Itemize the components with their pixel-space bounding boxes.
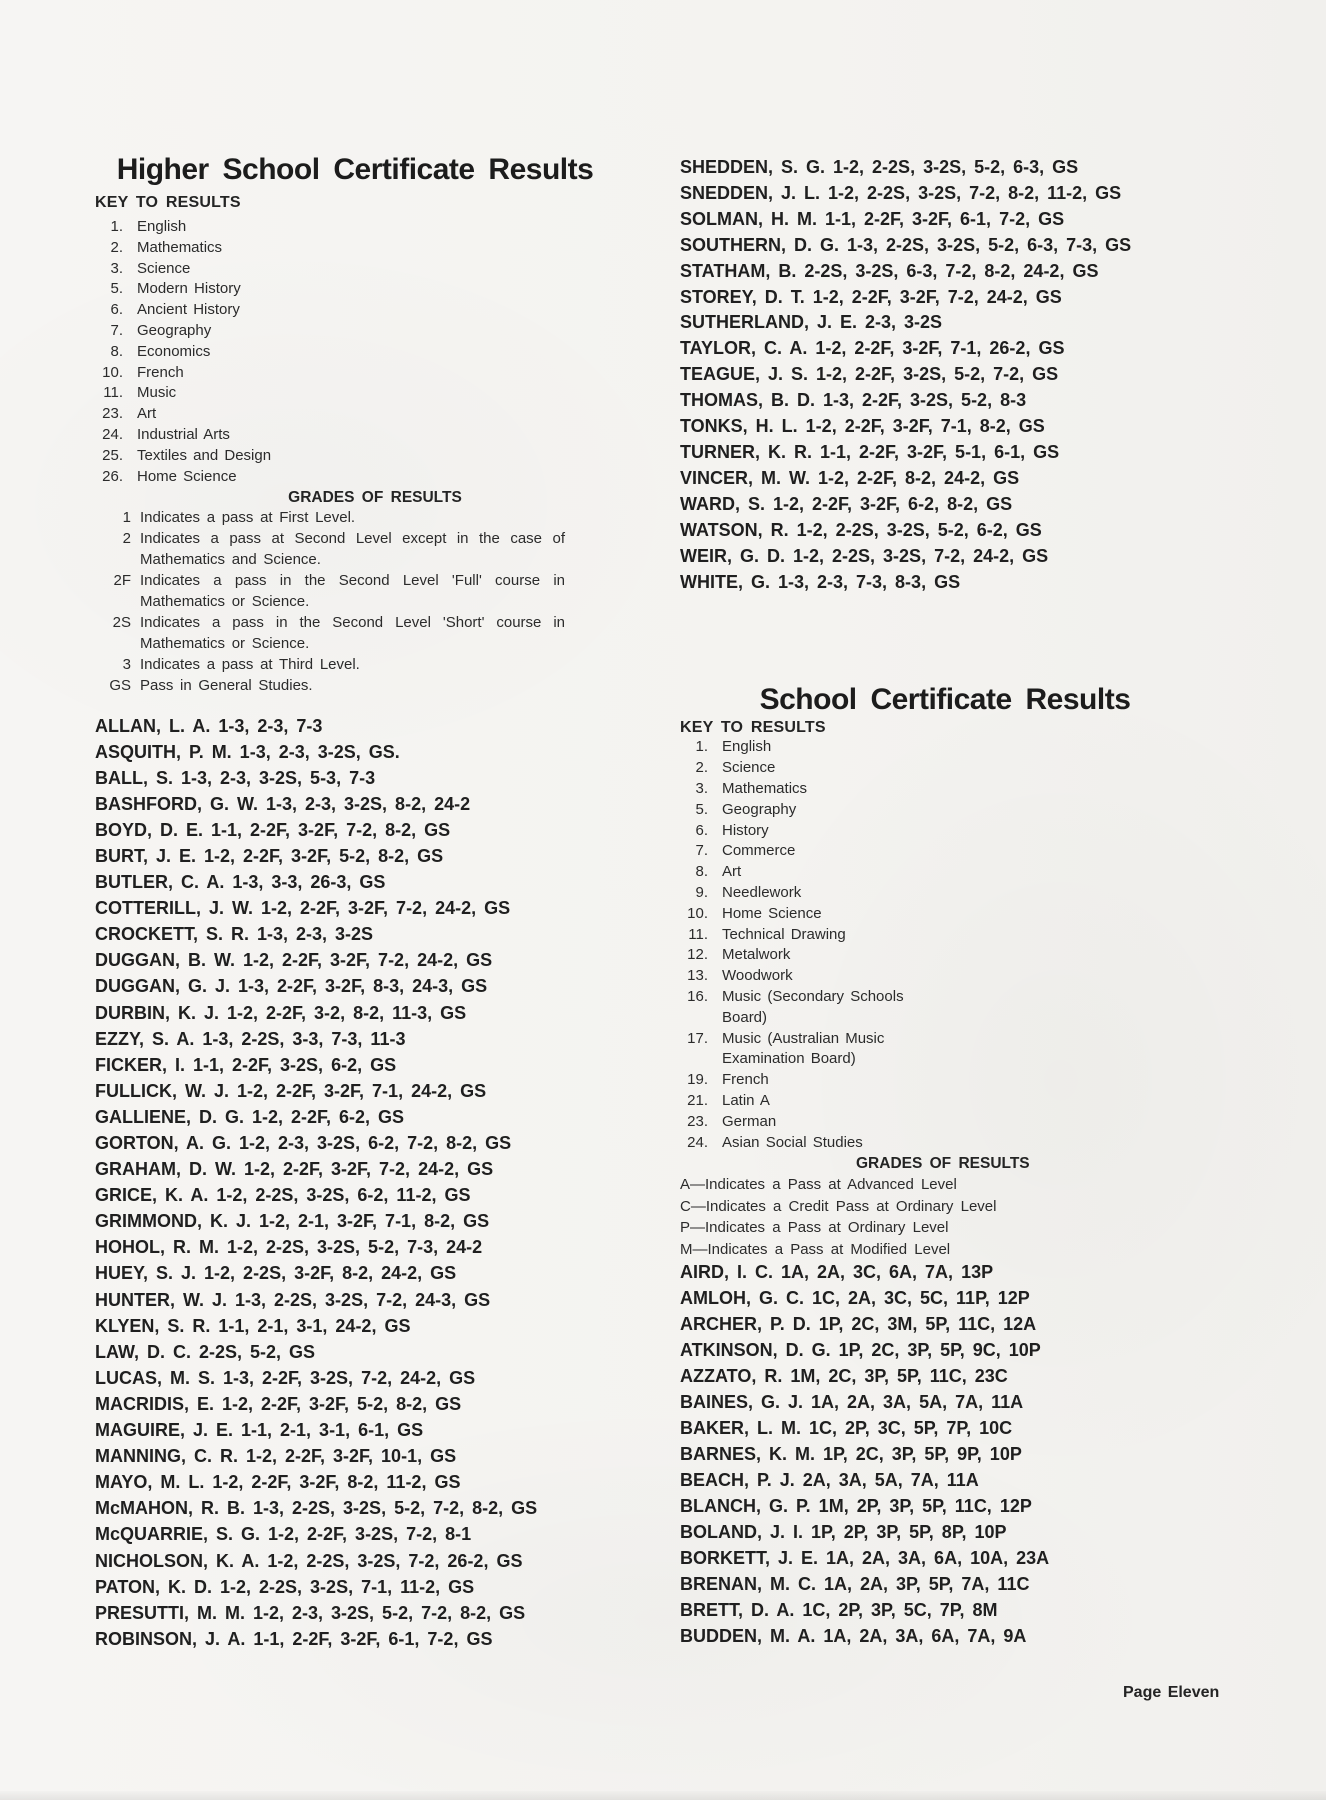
key-item — [680, 1091, 1210, 1112]
grade-code: 2S — [112, 613, 131, 631]
result-line: MANNING, C. R. 1-2, 2-2F, 3-2F, 10-1, GS — [95, 1446, 457, 1467]
key-item-number: 6. — [695, 821, 708, 839]
key-item — [680, 1133, 1210, 1154]
result-line: PATON, K. D. 1-2, 2-2S, 3-2S, 7-1, 11-2, GS — [95, 1576, 475, 1597]
key-item-number: 9. — [695, 883, 708, 901]
result-line: KLYEN, S. R. 1-1, 2-1, 3-1, 24-2, GS — [95, 1315, 411, 1336]
sc-grades-heading: GRADES OF RESULTS — [856, 1155, 1030, 1173]
right-column — [680, 0, 1210, 1649]
result-line: DUGGAN, G. J. 1-3, 2-2F, 3-2F, 8-3, 24-3, GS — [95, 976, 488, 997]
grade-text: Indicates a pass at Second Level except in the case of Mathematics and Science. — [140, 530, 565, 569]
sc-results-list — [680, 1259, 1210, 1649]
hsc-grade-definitions — [95, 508, 565, 696]
key-item — [95, 259, 615, 280]
result-line: STOREY, D. T. 1-2, 2-2F, 3-2F, 7-2, 24-2, GS — [680, 286, 1062, 307]
result-line: ALLAN, L. A. 1-3, 2-3, 7-3 — [95, 715, 323, 736]
key-item-number: 25. — [102, 446, 123, 464]
key-item — [680, 841, 1210, 862]
result-line: BASHFORD, G. W. 1-3, 2-3, 3-2S, 8-2, 24-2 — [95, 793, 471, 814]
key-item-label: Metalwork — [722, 946, 791, 964]
key-item-label: Latin A — [722, 1091, 770, 1109]
result-line: STATHAM, B. 2-2S, 3-2S, 6-3, 7-2, 8-2, 24-2, GS — [680, 260, 1099, 281]
key-item — [95, 467, 615, 488]
result-line: BUTLER, C. A. 1-3, 3-3, 26-3, GS — [95, 872, 386, 893]
grade-definition — [95, 613, 565, 655]
result-line: WEIR, G. D. 1-2, 2-2S, 3-2S, 7-2, 24-2, GS — [680, 545, 1049, 566]
result-line: BALL, S. 1-3, 2-3, 3-2S, 5-3, 7-3 — [95, 767, 376, 788]
result-line: BLANCH, G. P. 1M, 2P, 3P, 5P, 11C, 12P — [680, 1496, 1032, 1517]
key-item-number: 8. — [695, 863, 708, 881]
key-item-number: 23. — [102, 405, 123, 423]
result-line: SUTHERLAND, J. E. 2-3, 3-2S — [680, 312, 943, 333]
key-item-number: 19. — [687, 1071, 708, 1089]
result-line: BUDDEN, M. A. 1A, 2A, 3A, 6A, 7A, 9A — [680, 1626, 1027, 1647]
result-line: SHEDDEN, S. G. 1-2, 2-2S, 3-2S, 5-2, 6-3, GS — [680, 157, 1079, 177]
grade-definition: A—Indicates a Pass at Advanced Level — [680, 1176, 957, 1194]
result-line: TONKS, H. L. 1-2, 2-2F, 3-2F, 7-1, 8-2, GS — [680, 416, 1045, 437]
key-item-label: Music — [137, 384, 177, 402]
key-item-number: 3. — [110, 259, 123, 277]
key-item-label: Science — [137, 259, 191, 277]
result-line: THOMAS, B. D. 1-3, 2-2F, 3-2S, 5-2, 8-3 — [680, 390, 1027, 411]
key-item — [680, 883, 1210, 904]
key-item-label: Economics — [137, 342, 211, 360]
grade-text: Indicates a pass in the Second Level 'Full' course in Mathematics or Science. — [140, 572, 565, 610]
result-line: BOLAND, J. I. 1P, 2P, 3P, 5P, 8P, 10P — [680, 1522, 1007, 1543]
grade-code: GS — [109, 676, 131, 694]
key-item-label: Mathematics — [137, 238, 223, 256]
key-item — [95, 446, 615, 467]
key-item-number: 12. — [687, 946, 708, 964]
result-line: LAW, D. C. 2-2S, 5-2, GS — [95, 1341, 316, 1362]
grade-definition: M—Indicates a Pass at Modified Level — [680, 1240, 951, 1258]
key-item-number: 17. — [687, 1029, 708, 1047]
grade-text: Indicates a pass at Third Level. — [140, 655, 360, 673]
key-item — [95, 383, 615, 404]
key-item-label: English — [722, 738, 772, 756]
grade-definition — [95, 529, 565, 571]
key-item-label: Geography — [137, 321, 212, 339]
hsc-key-heading: KEY TO RESULTS — [95, 194, 241, 211]
key-item — [680, 987, 1210, 1029]
key-item-number: 10. — [687, 904, 708, 922]
result-line: NICHOLSON, K. A. 1-2, 2-2S, 3-2S, 7-2, 26-2, GS — [95, 1550, 523, 1571]
result-line: McQUARRIE, S. G. 1-2, 2-2F, 3-2S, 7-2, 8-1 — [95, 1524, 472, 1545]
result-line: FULLICK, W. J. 1-2, 2-2F, 3-2F, 7-1, 24-2, GS — [95, 1080, 487, 1101]
key-item-label: History — [722, 821, 769, 839]
key-item — [95, 300, 615, 321]
grade-text: Indicates a pass in the Second Level 'Short' course in Mathematics or Science. — [140, 613, 565, 652]
result-line: GALLIENE, D. G. 1-2, 2-2F, 6-2, GS — [95, 1106, 405, 1127]
key-item — [680, 779, 1210, 800]
grade-code: 1 — [122, 509, 131, 527]
result-line: ARCHER, P. D. 1P, 2C, 3M, 5P, 11C, 12A — [680, 1314, 1037, 1335]
result-line: ASQUITH, P. M. 1-3, 2-3, 3-2S, GS. — [95, 741, 400, 762]
result-line: WARD, S. 1-2, 2-2F, 3-2F, 6-2, 8-2, GS — [680, 493, 1013, 514]
result-line: PRESUTTI, M. M. 1-2, 2-3, 3-2S, 5-2, 7-2, 8-2, GS — [95, 1602, 526, 1623]
result-line: BRENAN, M. C. 1A, 2A, 3P, 5P, 7A, 11C — [680, 1574, 1030, 1595]
key-item-label: Geography — [722, 800, 797, 818]
key-item-number: 1. — [110, 218, 123, 235]
key-item — [95, 321, 615, 342]
key-item — [680, 966, 1210, 987]
sc-key-heading: KEY TO RESULTS — [680, 719, 826, 737]
result-line: ROBINSON, J. A. 1-1, 2-2F, 3-2F, 6-1, 7-2, GS — [95, 1628, 493, 1649]
key-item-label: French — [722, 1071, 769, 1089]
key-item-number: 24. — [102, 425, 123, 443]
result-line: GORTON, A. G. 1-2, 2-3, 3-2S, 6-2, 7-2, 8-2, GS — [95, 1133, 512, 1154]
result-line: BORKETT, J. E. 1A, 2A, 3A, 6A, 10A, 23A — [680, 1548, 1050, 1569]
grade-text: Indicates a pass at First Level. — [140, 509, 356, 527]
key-item-number: 11. — [688, 925, 708, 943]
result-line: TURNER, K. R. 1-1, 2-2F, 3-2F, 5-1, 6-1, GS — [680, 441, 1060, 462]
result-line: CROCKETT, S. R. 1-3, 2-3, 3-2S — [95, 924, 374, 945]
sc-grade-definitions — [680, 1174, 1210, 1260]
result-line: COTTERILL, J. W. 1-2, 2-2F, 3-2F, 7-2, 24-2, GS — [95, 898, 511, 919]
key-item-number: 8. — [110, 342, 123, 360]
result-line: ATKINSON, D. G. 1P, 2C, 3P, 5P, 9C, 10P — [680, 1340, 1041, 1361]
key-item-label: French — [137, 363, 184, 381]
result-line: AMLOH, G. C. 1C, 2A, 3C, 5C, 11P, 12P — [680, 1288, 1030, 1309]
key-item-number: 2. — [695, 759, 708, 777]
grade-definition — [95, 655, 565, 676]
result-line: SOLMAN, H. M. 1-1, 2-2F, 3-2F, 6-1, 7-2, GS — [680, 208, 1065, 229]
key-item — [680, 862, 1210, 883]
key-item-number: 21. — [687, 1091, 708, 1109]
result-line: DURBIN, K. J. 1-2, 2-2F, 3-2, 8-2, 11-3, GS — [95, 1002, 467, 1023]
result-line: TEAGUE, J. S. 1-2, 2-2F, 3-2S, 5-2, 7-2, GS — [680, 364, 1059, 385]
result-line: BEACH, P. J. 2A, 3A, 5A, 7A, 11A — [680, 1470, 979, 1491]
result-line: BURT, J. E. 1-2, 2-2F, 3-2F, 5-2, 8-2, GS — [95, 845, 444, 866]
key-item — [680, 821, 1210, 842]
key-item-number: 23. — [687, 1112, 708, 1130]
result-line: GRIMMOND, K. J. 1-2, 2-1, 3-2F, 7-1, 8-2, GS — [95, 1211, 490, 1232]
result-line: GRICE, K. A. 1-2, 2-2S, 3-2S, 6-2, 11-2, GS — [95, 1185, 471, 1206]
result-line: FICKER, I. 1-1, 2-2F, 3-2S, 6-2, GS — [95, 1054, 397, 1075]
sc-title: School Certificate Results — [759, 683, 1131, 717]
grade-text: Pass in General Studies. — [140, 676, 313, 694]
grade-definition: C—Indicates a Credit Pass at Ordinary Level — [680, 1197, 997, 1215]
hsc-key-list — [95, 217, 615, 487]
result-line: HUEY, S. J. 1-2, 2-2S, 3-2F, 8-2, 24-2, GS — [95, 1263, 457, 1284]
key-item-label: Technical Drawing — [722, 925, 846, 943]
key-item-label: Science — [722, 759, 776, 777]
result-line: LUCAS, M. S. 1-3, 2-2F, 3-2S, 7-2, 24-2, GS — [95, 1367, 476, 1388]
scan-edge-artifact — [0, 1791, 1326, 1800]
key-item-label: Needlework — [722, 883, 802, 901]
result-line: AZZATO, R. 1M, 2C, 3P, 5P, 11C, 23C — [680, 1366, 1008, 1387]
result-line: BAINES, G. J. 1A, 2A, 3A, 5A, 7A, 11A — [680, 1392, 1024, 1413]
key-item-number: 10. — [102, 363, 123, 381]
key-item — [680, 925, 1210, 946]
grade-definition: P—Indicates a Pass at Ordinary Level — [680, 1219, 949, 1237]
key-item — [680, 800, 1210, 821]
key-item — [680, 904, 1210, 925]
grade-code: 2F — [113, 572, 131, 590]
key-item-label: Woodwork — [722, 967, 793, 985]
result-line: MACRIDIS, E. 1-2, 2-2F, 3-2F, 5-2, 8-2, GS — [95, 1393, 462, 1414]
result-line: GRAHAM, D. W. 1-2, 2-2F, 3-2F, 7-2, 24-2, GS — [95, 1159, 494, 1180]
result-line: BOYD, D. E. 1-1, 2-2F, 3-2F, 7-2, 8-2, GS — [95, 819, 451, 840]
key-item-number: 3. — [695, 780, 708, 797]
key-item-number: 2. — [110, 238, 123, 256]
result-line: MAGUIRE, J. E. 1-1, 2-1, 3-1, 6-1, GS — [95, 1420, 424, 1441]
result-line: WATSON, R. 1-2, 2-2S, 3-2S, 5-2, 6-2, GS — [680, 519, 1042, 540]
key-item-number: 5. — [695, 800, 708, 818]
key-item-label: Home Science — [137, 467, 237, 485]
key-item-label: German — [722, 1112, 777, 1130]
key-item-label: Industrial Arts — [137, 425, 230, 443]
result-line: McMAHON, R. B. 1-3, 2-2S, 3-2S, 5-2, 7-2, 8-2, GS — [95, 1498, 538, 1519]
key-item-number: 6. — [110, 301, 123, 319]
key-item-number: 7. — [110, 321, 123, 339]
key-item-label: Mathematics — [722, 780, 808, 797]
result-line: VINCER, M. W. 1-2, 2-2F, 8-2, 24-2, GS — [680, 467, 1020, 488]
result-line: BARNES, K. M. 1P, 2C, 3P, 5P, 9P, 10P — [680, 1444, 1022, 1465]
result-line: HOHOL, R. M. 1-2, 2-2S, 3-2S, 5-2, 7-3, 24-2 — [95, 1237, 483, 1258]
key-item — [95, 363, 615, 384]
grade-definition — [95, 571, 565, 613]
key-item-label: Textiles and Design — [137, 446, 272, 464]
key-item — [95, 238, 615, 259]
key-item-label: Music (Secondary Schools Board) — [722, 987, 904, 1026]
key-item — [680, 1112, 1210, 1133]
result-line: BRETT, D. A. 1C, 2P, 3P, 5C, 7P, 8M — [680, 1600, 998, 1621]
result-line: SOUTHERN, D. G. 1-3, 2-2S, 3-2S, 5-2, 6-3, 7-3, GS — [680, 234, 1132, 255]
key-item-number: 16. — [687, 987, 708, 1005]
key-item-label: Art — [722, 863, 742, 881]
hsc-results-list-left — [95, 713, 615, 1652]
grade-code: 2 — [122, 530, 131, 548]
result-line: TAYLOR, C. A. 1-2, 2-2F, 3-2F, 7-1, 26-2, GS — [680, 338, 1065, 359]
key-item — [95, 404, 615, 425]
key-item-number: 5. — [110, 280, 123, 298]
grade-definition — [95, 508, 565, 529]
result-line: MAYO, M. L. 1-2, 2-2F, 3-2F, 8-2, 11-2, GS — [95, 1472, 461, 1493]
key-item-label: Commerce — [722, 842, 796, 860]
key-item-number: 13. — [687, 967, 708, 985]
result-line: HUNTER, W. J. 1-3, 2-2S, 3-2S, 7-2, 24-3, GS — [95, 1289, 491, 1310]
key-item — [680, 737, 1210, 758]
result-line: AIRD, I. C. 1A, 2A, 3C, 6A, 7A, 13P — [680, 1262, 994, 1283]
grade-code: 3 — [122, 655, 131, 673]
key-item — [680, 758, 1210, 779]
key-item-label: English — [137, 218, 187, 235]
grade-definition — [95, 676, 565, 697]
page-number: Page Eleven — [1123, 1684, 1220, 1701]
key-item — [95, 279, 615, 300]
key-item-label: Home Science — [722, 904, 822, 922]
key-item-number: 1. — [695, 738, 708, 756]
hsc-results-list-right — [680, 155, 1210, 595]
left-column — [95, 0, 615, 1652]
result-line: BAKER, L. M. 1C, 2P, 3C, 5P, 7P, 10C — [680, 1418, 1013, 1439]
key-item-number: 7. — [695, 842, 708, 860]
key-item — [95, 342, 615, 363]
result-line: SNEDDEN, J. L. 1-2, 2-2S, 3-2S, 7-2, 8-2, 11-2, GS — [680, 182, 1122, 203]
key-item-label: Art — [137, 405, 157, 423]
key-item — [95, 425, 615, 446]
key-item-number: 26. — [102, 467, 123, 485]
key-item-label: Ancient History — [137, 301, 240, 319]
key-item-label: Music (Australian Music Examination Board) — [722, 1029, 885, 1068]
key-item-number: 11. — [103, 384, 123, 402]
result-line: EZZY, S. A. 1-3, 2-2S, 3-3, 7-3, 11-3 — [95, 1028, 406, 1049]
sc-key-list — [680, 737, 1210, 1153]
hsc-grades-heading: GRADES OF RESULTS — [288, 489, 462, 507]
key-item — [680, 1029, 1210, 1071]
key-item-label: Modern History — [137, 280, 241, 298]
key-item — [95, 217, 615, 238]
key-item-number: 24. — [687, 1133, 708, 1151]
result-line: DUGGAN, B. W. 1-2, 2-2F, 3-2F, 7-2, 24-2, GS — [95, 950, 493, 971]
key-item — [680, 945, 1210, 966]
key-item-label: Asian Social Studies — [722, 1133, 863, 1151]
key-item — [680, 1070, 1210, 1091]
hsc-title: Higher School Certificate Results — [116, 153, 594, 186]
result-line: WHITE, G. 1-3, 2-3, 7-3, 8-3, GS — [680, 571, 961, 592]
